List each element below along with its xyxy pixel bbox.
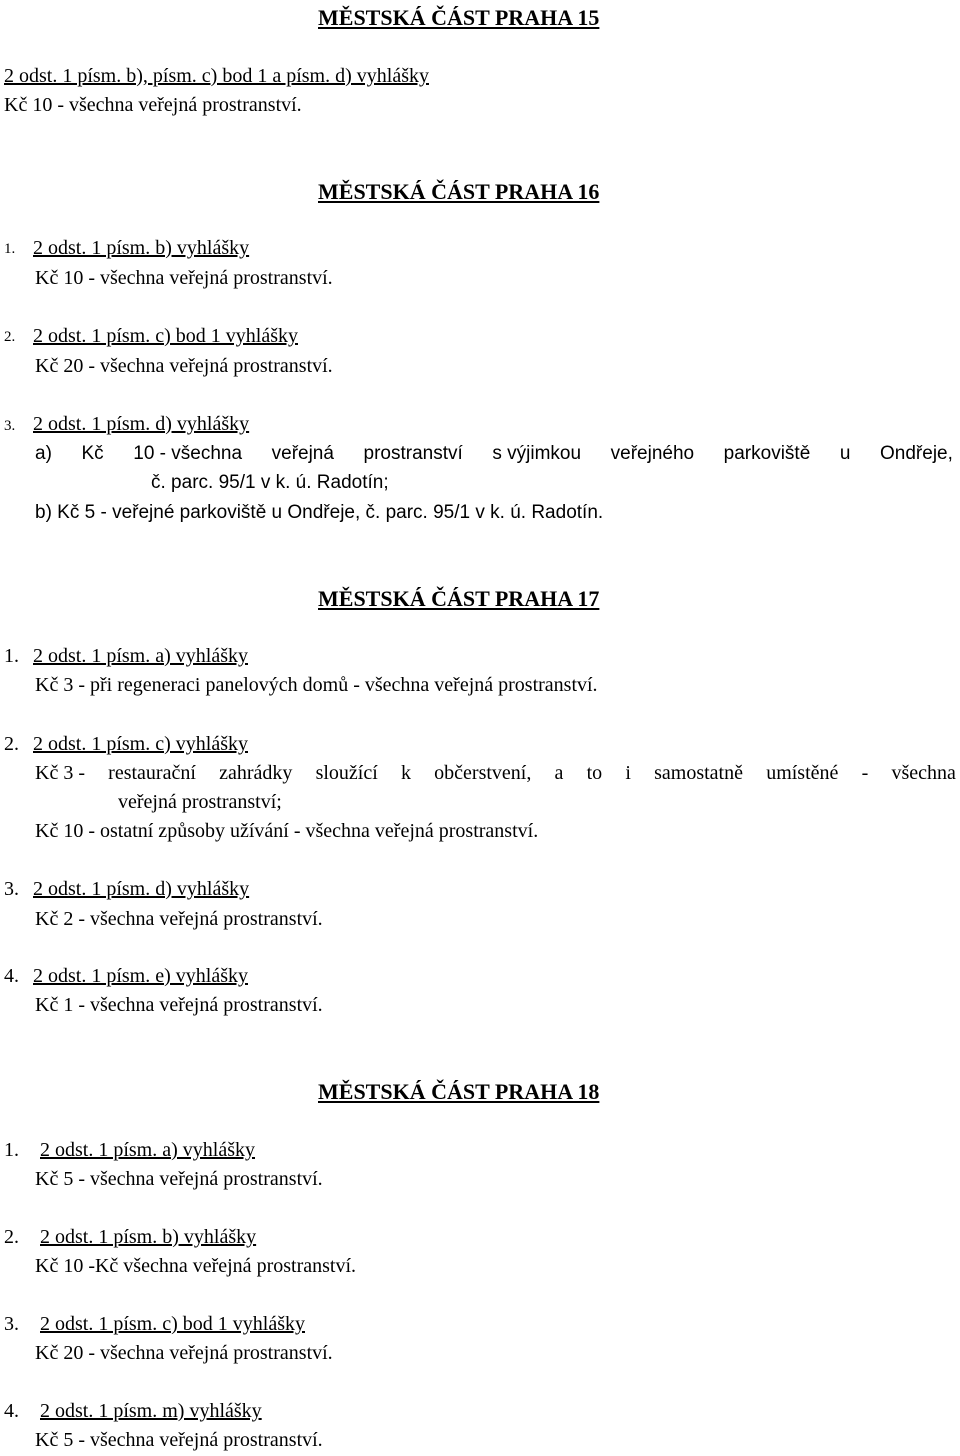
text-word: parkoviště <box>723 443 811 464</box>
text-word: prostranství <box>363 443 463 464</box>
text-word: a) <box>35 443 52 464</box>
section-title-praha-16: MĚSTSKÁ ČÁST PRAHA 16 <box>318 179 600 204</box>
fee-text: Kč 5 - všechna veřejná prostranství. <box>35 1168 323 1190</box>
text-word: k <box>400 762 411 784</box>
text-word: a <box>554 762 564 784</box>
text-word: restaurační <box>108 762 196 784</box>
text-word: Ondřeje, <box>880 443 953 464</box>
item-number: 4. <box>4 1400 19 1422</box>
item-number: 3. <box>4 1313 19 1335</box>
text-word: samostatně <box>654 762 743 784</box>
text-word: s výjimkou <box>492 443 582 464</box>
text-word: umístěné <box>766 762 839 784</box>
text-word: veřejného <box>610 443 695 464</box>
fee-text: Kč 10 - všechna veřejná prostranství. <box>4 94 302 116</box>
fee-text: Kč 10 - všechna veřejná prostranství. <box>35 267 333 289</box>
text-word: zahrádky <box>219 762 293 784</box>
paragraph-reference: 2 odst. 1 písm. b) vyhlášky <box>33 237 250 259</box>
fee-text: Kč 1 - všechna veřejná prostranství. <box>35 994 323 1016</box>
item-number: 1. <box>4 645 19 667</box>
item-number: 2. <box>4 329 16 345</box>
fee-text: Kč 5 - všechna veřejná prostranství. <box>35 1429 323 1451</box>
fee-text: Kč 2 - všechna veřejná prostranství. <box>35 908 323 930</box>
fee-line-b: b) Kč 5 - veřejné parkoviště u Ondřeje, č. parc. 95/1 v k. ú. Radotín. <box>35 502 604 523</box>
item-number: 2. <box>4 1226 19 1248</box>
text-word: všechna <box>891 762 956 784</box>
section-title-praha-18: MĚSTSKÁ ČÁST PRAHA 18 <box>318 1079 600 1104</box>
text-word: Kč 3 - <box>35 762 85 784</box>
section-title-praha-17: MĚSTSKÁ ČÁST PRAHA 17 <box>318 586 600 611</box>
item-number: 3. <box>4 418 16 434</box>
item-number: 3. <box>4 878 19 900</box>
text-word: Kč <box>81 443 104 464</box>
text-word: to <box>586 762 603 784</box>
item-number: 4. <box>4 965 19 987</box>
section-title-praha-15: MĚSTSKÁ ČÁST PRAHA 15 <box>318 5 600 30</box>
paragraph-reference: 2 odst. 1 písm. a) vyhlášky <box>40 1139 255 1161</box>
paragraph-reference: 2 odst. 1 písm. a) vyhlášky <box>33 645 248 667</box>
item-number: 1. <box>4 1139 19 1161</box>
text-word: 10 - všechna <box>133 443 243 464</box>
paragraph-reference: 2 odst. 1 písm. b), písm. c) bod 1 a písm. d) vyhlášky <box>4 65 429 87</box>
paragraph-reference: 2 odst. 1 písm. e) vyhlášky <box>33 965 248 987</box>
paragraph-reference: 2 odst. 1 písm. d) vyhlášky <box>33 878 250 900</box>
paragraph-reference: 2 odst. 1 písm. b) vyhlášky <box>40 1226 257 1248</box>
text-word: u <box>839 443 851 464</box>
fee-line-a-continuation: č. parc. 95/1 v k. ú. Radotín; <box>151 472 389 493</box>
fee-text: Kč 20 - všechna veřejná prostranství. <box>35 1342 333 1364</box>
text-word: - <box>861 762 869 784</box>
paragraph-reference: 2 odst. 1 písm. c) bod 1 vyhlášky <box>33 325 298 347</box>
text-word: sloužící <box>315 762 378 784</box>
fee-text: Kč 20 - všechna veřejná prostranství. <box>35 355 333 377</box>
paragraph-reference: 2 odst. 1 písm. m) vyhlášky <box>40 1400 262 1422</box>
paragraph-reference: 2 odst. 1 písm. c) vyhlášky <box>33 733 248 755</box>
paragraph-reference: 2 odst. 1 písm. d) vyhlášky <box>33 413 250 435</box>
text-word: i <box>625 762 631 784</box>
fee-line-a <box>35 444 953 463</box>
item-number: 1. <box>4 241 16 257</box>
text-word: veřejná <box>271 443 334 464</box>
fee-line-restaurant-gardens <box>35 763 956 783</box>
paragraph-reference: 2 odst. 1 písm. c) bod 1 vyhlášky <box>40 1313 305 1335</box>
item-number: 2. <box>4 733 19 755</box>
fee-line-continuation: veřejná prostranství; <box>118 791 282 813</box>
fee-text: Kč 3 - při regeneraci panelových domů - všechna veřejná prostranství. <box>35 674 598 696</box>
text-word: občerstvení, <box>434 762 532 784</box>
fee-text: Kč 10 -Kč všechna veřejná prostranství. <box>35 1255 356 1277</box>
fee-text: Kč 10 - ostatní způsoby užívání - všechna veřejná prostranství. <box>35 820 539 842</box>
